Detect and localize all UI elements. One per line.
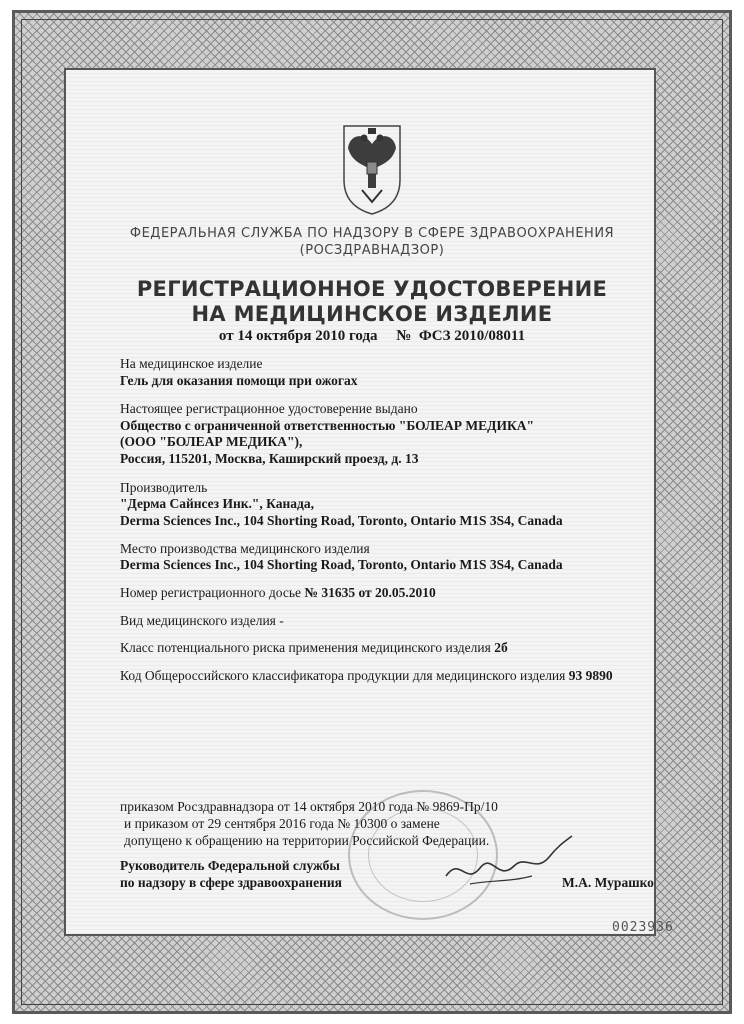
issued-org-name: Общество с ограниченной ответственностью "БОЛЕАР МЕДИКА" [120,418,534,433]
certificate-number: ФСЗ 2010/08011 [418,328,526,344]
order-line-2: и приказом от 29 сентября 2016 года № 10300 о замене [124,816,440,831]
certificate-date-number [80,328,664,345]
device-kind-label: Вид медицинского изделия - [120,613,284,628]
device-label: На медицинское изделие [120,356,263,371]
manufacturer-name-ru: "Дерма Сайнсез Инк.", Канада, [120,496,314,511]
order-line-1: приказом Росздравнадзора от 14 октября 2010 года № 9869-Пр/10 [120,799,498,814]
certificate-date: 14 октября 2010 года [237,328,378,344]
signature [440,826,580,896]
certificate-subtitle: НА МЕДИЦИНСКОЕ ИЗДЕЛИЕ [191,302,553,326]
risk-class-line [120,640,508,656]
production-site-label: Место производства медицинского изделия [120,541,370,556]
issued-org-address: Россия, 115201, Москва, Каширский проезд, д. 13 [120,451,419,466]
dossier-label: Номер регистрационного досье [120,585,302,600]
okp-code-line [120,668,613,684]
manufacturer-address: Derma Sciences Inc., 104 Shorting Road, Toronto, Ontario M1S 3S4, Canada [120,513,563,528]
manufacturer-label: Производитель [120,480,208,495]
risk-class-label: Класс потенциального риска применения медицинского изделия [120,640,491,655]
signatory-name: М.А. Мурашко [562,875,654,890]
agency-abbreviation: (РОСЗДРАВНАДЗОР) [299,243,445,258]
issued-label: Настоящее регистрационное удостоверение выдано [120,401,418,416]
serial-number: 0023936 [612,920,674,935]
signatory-title-2: по надзору в сфере здравоохранения [120,875,342,890]
agency-name: ФЕДЕРАЛЬНАЯ СЛУЖБА ПО НАДЗОРУ В СФЕРЕ ЗДРАВООХРАНЕНИЯ [129,226,615,241]
okp-code-label: Код Общероссийского классификатора продукции для медицинского изделия [120,668,566,683]
okp-code-value: 93 9890 [568,668,613,683]
issued-org-short: (ООО "БОЛЕАР МЕДИКА"), [120,434,303,449]
date-prefix: от [218,328,234,344]
order-line-3: допущено к обращению на территории Российской Федерации. [124,833,490,848]
signatory-title-1: Руководитель Федеральной службы [120,858,340,873]
dossier-line [120,585,436,601]
production-site-address: Derma Sciences Inc., 104 Shorting Road, Toronto, Ontario M1S 3S4, Canada [120,557,563,572]
coat-of-arms-icon [340,118,404,218]
device-name: Гель для оказания помощи при ожогах [120,373,358,388]
number-label: № [396,328,412,344]
certificate-title: РЕГИСТРАЦИОННОЕ УДОСТОВЕРЕНИЕ [136,277,608,301]
dossier-number: № 31635 от 20.05.2010 [304,585,436,600]
risk-class-value: 2б [494,640,508,655]
